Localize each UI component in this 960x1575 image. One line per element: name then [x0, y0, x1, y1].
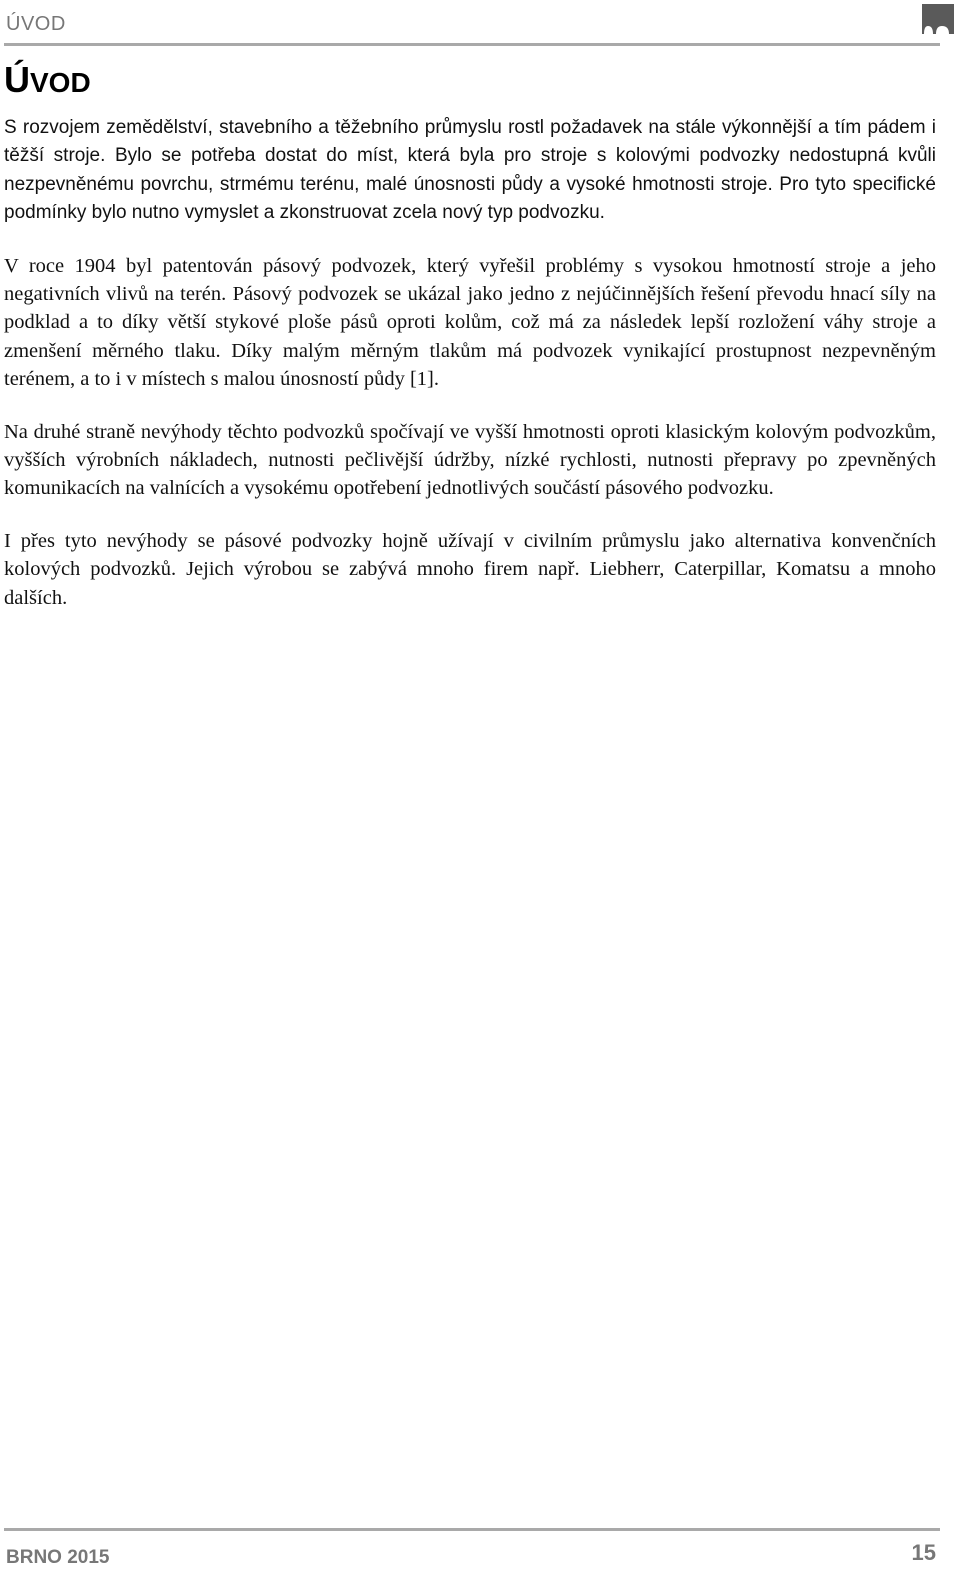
header-rule [4, 43, 940, 46]
page-title-rest: VOD [30, 67, 91, 98]
paragraph-3: Na druhé straně nevýhody těchto podvozků spočívají ve vyšší hmotnosti oproti klasickým kolovým podvozkům, vyšších výrobních nákladech, nutnosti pečlivější údržby, nízké rychlosti, nutnosti přepravy po zpevněných komunikacích na valnících a vysokému opotřebení jednotlivých součástí pásového podvozku. [4, 420, 936, 500]
page-number: 15 [911, 1540, 936, 1565]
paragraph-4: I přes tyto nevýhody se pásové podvozky hojně užívají v civilním průmyslu jako alternativa konvenčních kolových podvozků. Jejich výrobou se zabývá mnoho firem např. Liebherr, Caterpillar, Komatsu a mnoho dalších. [4, 529, 936, 609]
paragraph-1: S rozvojem zemědělství, stavebního a těžebního průmyslu rostl požadavek na stále výkonnější a tím pádem i těžší stroje. Bylo se potřeba dostat do míst, která byla pro stroje s kolovými podvozky nedostupná kvůli nezpevněnému povrchu, strmému terénu, malé únosnosti půdy a vysoké hmotnosti stroje. Pro tyto specifické podmínky bylo nutno vymyslet a zkonstruovat zcela nový typ podvozku. [4, 117, 936, 224]
page-title [4, 56, 91, 107]
corner-logo-icon [922, 4, 954, 34]
paragraph-2: V roce 1904 byl patentován pásový podvozek, který vyřešil problémy s vysokou hmotností stroje a jeho negativních vlivů na terén. Pásový podvozek se ukázal jako jedno z nejúčinnějších řešení převodu hnací síly na podklad a to díky větší stykové ploše pásů oproti kolům, což má za následek lepší rozložení váhy stroje a zmenšení měrného tlaku. Díky malým měrným tlakům má podvozek vynikající prostupnost nezpevněným terénem, a to i v místech s malou únosností půdy [1]. [4, 254, 936, 391]
body-text [4, 114, 936, 636]
footer-rule [4, 1528, 940, 1531]
page-title-initial: Ú [4, 59, 30, 100]
running-header-title: ÚVOD [6, 13, 66, 35]
footer-location-year: BRNO 2015 [6, 1547, 110, 1568]
